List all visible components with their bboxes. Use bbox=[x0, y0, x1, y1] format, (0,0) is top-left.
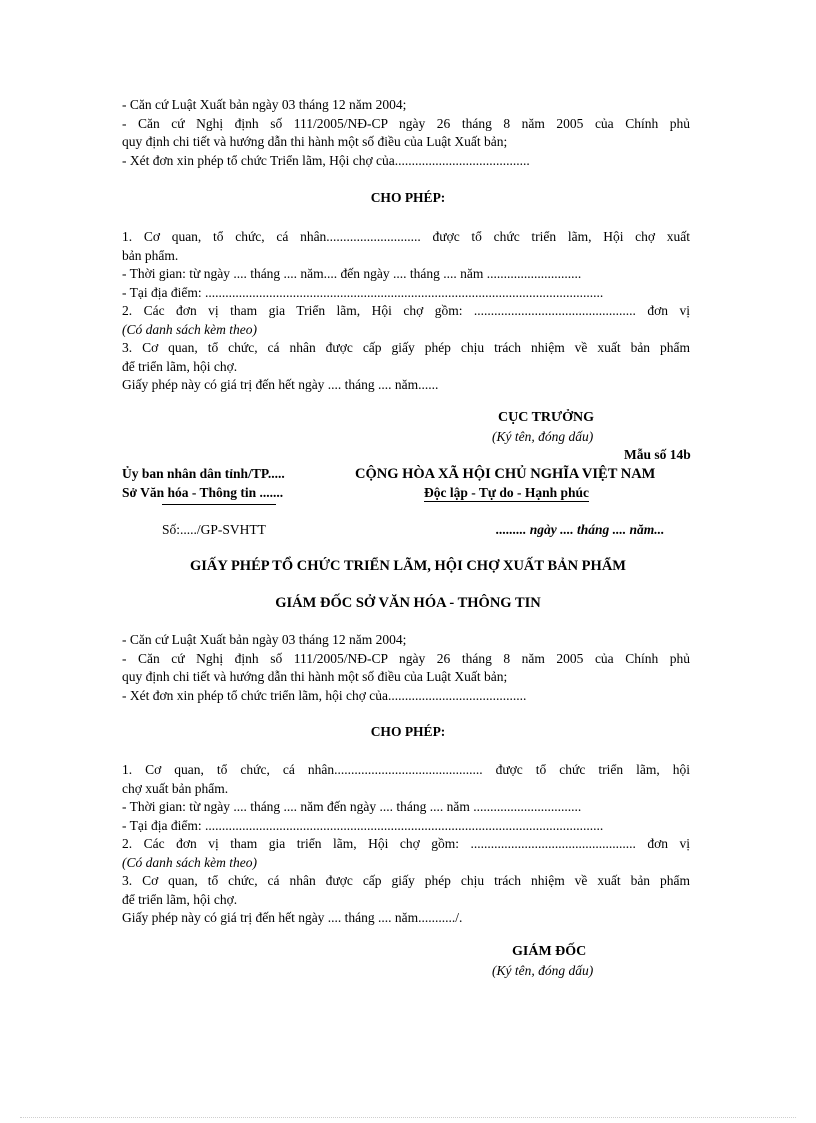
body-line: để triển lãm, hội chợ. bbox=[122, 891, 238, 907]
document-title: GIẤY PHÉP TỔ CHỨC TRIỂN LÃM, HỘI CHỢ XUẤT BẢN PHẨM bbox=[190, 558, 626, 574]
left-header-department-text: Sở Văn hóa - Thông tin ....... bbox=[122, 485, 284, 500]
body-line: - Tại địa điểm: ...................................................................................................................... bbox=[122, 284, 604, 300]
body-line: chợ xuất bản phẩm. bbox=[122, 780, 229, 796]
document-number: Số:...../GP-SVHTT bbox=[162, 522, 266, 537]
body-line: 3. Cơ quan, tổ chức, cá nhân được cấp giấy phép chịu trách nhiệm về xuất bản phẩm bbox=[122, 873, 690, 888]
body-line: - Thời gian: từ ngày .... tháng .... năm đến ngày .... tháng .... năm ................................ bbox=[122, 799, 582, 814]
national-motto-text: Độc lập - Tự do - Hạnh phúc bbox=[424, 485, 590, 500]
form-number: Mẫu số 14b bbox=[624, 447, 691, 462]
preamble-line: - Căn cứ Nghị định số 111/2005/NĐ-CP ngày 26 tháng 8 năm 2005 của Chính phủ bbox=[122, 115, 690, 131]
part2-signer-title: GIÁM ĐỐC bbox=[512, 944, 587, 959]
part1-permit-heading: CHO PHÉP: bbox=[370, 190, 446, 205]
left-header-committee: Ủy ban nhân dân tỉnh/TP..... bbox=[122, 466, 285, 481]
page-bottom-divider bbox=[20, 1117, 796, 1118]
preamble-line: quy định chi tiết và hướng dẫn thi hành một số điều của Luật Xuất bản; bbox=[122, 134, 508, 149]
preamble-line: - Xét đơn xin phép tổ chức Triển lãm, Hội chợ của........................................ bbox=[122, 152, 530, 168]
body-line: - Thời gian: từ ngày .... tháng .... năm.... đến ngày .... tháng .... năm ............................ bbox=[122, 266, 582, 281]
part1-body bbox=[122, 228, 690, 395]
preamble-line: - Xét đơn xin phép tổ chức triển lãm, hội chợ của......................................... bbox=[122, 687, 527, 703]
part1-signer-title: CỤC TRƯỞNG bbox=[498, 410, 595, 425]
part2-signer-note: (Ký tên, đóng dấu) bbox=[492, 963, 594, 978]
body-line: - Tại địa điểm: ...................................................................................................................... bbox=[122, 817, 604, 833]
part2-body bbox=[122, 761, 690, 928]
body-line: bản phẩm. bbox=[122, 247, 179, 263]
issuing-authority: GIÁM ĐỐC SỞ VĂN HÓA - THÔNG TIN bbox=[275, 595, 541, 611]
part2-preamble bbox=[122, 631, 690, 705]
body-line: 2. Các đơn vị tham gia Triển lãm, Hội chợ gồm: ................................................ đơn vị bbox=[122, 303, 690, 318]
body-line: Giấy phép này có giá trị đến hết ngày .... tháng .... năm.........../. bbox=[122, 910, 463, 925]
preamble-line: - Căn cứ Nghị định số 111/2005/NĐ-CP ngày 26 tháng 8 năm 2005 của Chính phủ bbox=[122, 650, 690, 666]
part2-permit-heading: CHO PHÉP: bbox=[370, 724, 446, 739]
part1-preamble bbox=[122, 96, 690, 170]
body-line: 1. Cơ quan, tổ chức, cá nhân............................ được tổ chức triển lãm, Hội chợ xuất bbox=[122, 229, 690, 244]
preamble-line: - Căn cứ Luật Xuất bản ngày 03 tháng 12 năm 2004; bbox=[122, 97, 407, 112]
left-header-department bbox=[122, 485, 283, 501]
left-header-underline bbox=[162, 504, 276, 505]
body-line: (Có danh sách kèm theo) bbox=[122, 321, 257, 337]
body-line: để triển lãm, hội chợ. bbox=[122, 358, 238, 374]
part1-signer-note: (Ký tên, đóng dấu) bbox=[492, 429, 594, 444]
national-motto bbox=[424, 485, 589, 501]
preamble-line: quy định chi tiết và hướng dẫn thi hành một số điều của Luật Xuất bản; bbox=[122, 669, 508, 684]
body-line: Giấy phép này có giá trị đến hết ngày .... tháng .... năm...... bbox=[122, 377, 439, 392]
body-line: (Có danh sách kèm theo) bbox=[122, 854, 257, 870]
preamble-line: - Căn cứ Luật Xuất bản ngày 03 tháng 12 năm 2004; bbox=[122, 632, 407, 647]
body-line: 1. Cơ quan, tổ chức, cá nhân............................................ được tổ chức triển lãm, hội bbox=[122, 762, 690, 777]
national-title: CỘNG HÒA XÃ HỘI CHỦ NGHĨA VIỆT NAM bbox=[355, 466, 656, 482]
body-line: 2. Các đơn vị tham gia triển lãm, Hội chợ gồm: ................................................. đơn vị bbox=[122, 836, 690, 851]
document-date-line: ......... ngày .... tháng .... năm... bbox=[496, 522, 665, 537]
body-line: 3. Cơ quan, tổ chức, cá nhân được cấp giấy phép chịu trách nhiệm về xuất bản phẩm bbox=[122, 340, 690, 355]
